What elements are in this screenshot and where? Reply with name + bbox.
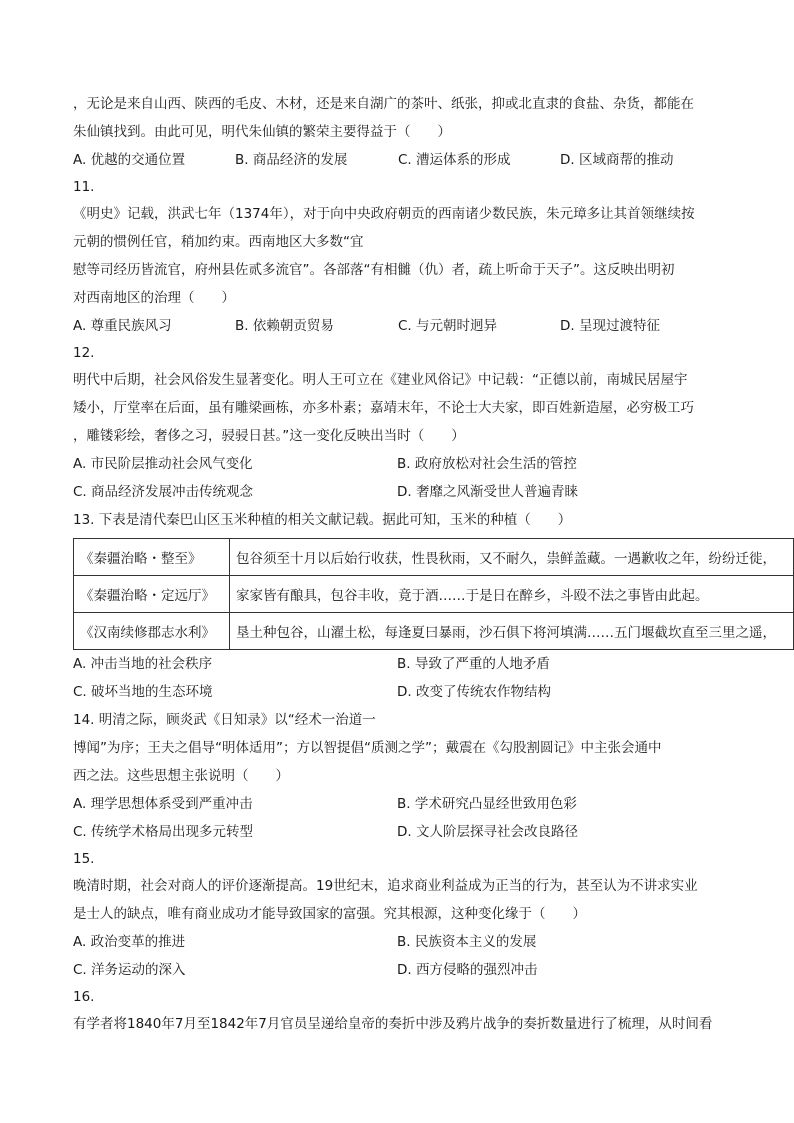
option-c: C. 破坏当地的生态环境 — [73, 684, 213, 700]
option-a: A. 冲击当地的社会秩序 — [73, 656, 213, 672]
table-row — [74, 613, 794, 650]
options-row — [73, 818, 794, 846]
option-b: B. 依赖朝贡贸易 — [235, 318, 334, 334]
option-b: B. 导致了严重的人地矛盾 — [397, 656, 550, 672]
options-row — [73, 790, 794, 818]
options-row — [73, 450, 794, 478]
option-c: C. 洋务运动的深入 — [73, 962, 186, 978]
option-b: B. 民族资本主义的发展 — [397, 934, 537, 950]
options-row — [73, 956, 794, 984]
question-text-line: 14. 明清之际，顾炎武《日知录》以“经术一治道一 — [73, 712, 376, 728]
question-text-line: 对西南地区的治理（ ） — [73, 290, 235, 306]
option-a: A. 理学思想体系受到严重冲击 — [73, 796, 253, 812]
question-12 — [73, 340, 794, 506]
question-text-line: 《明史》记载，洪武七年（1374年），对于向中央政府朝贡的西南诸少数民族，朱元璋多让其首领继续按 — [73, 206, 695, 222]
table-cell-source: 《秦疆治略・整至》 — [74, 539, 230, 576]
question-text-line: 博闻”为序；王夫之倡导“明体适用”；方以智提倡“质测之学”；戴震在《勾股割圆记》中主张会通中 — [73, 740, 662, 756]
option-d: D. 区域商帮的推动 — [560, 152, 674, 168]
table-cell-text: 垦土种包谷，山濯土松，每逢夏曰暴雨，沙石俱下将河填满……五门堰截坎直至三里之遥， — [230, 613, 794, 650]
option-a: A. 尊重民族风习 — [73, 318, 172, 334]
question-text-line: 朱仙镇找到。由此可见，明代朱仙镇的繁荣主要得益于（ ） — [73, 124, 451, 140]
table-cell-text: 家家皆有酿具，包谷丰收，竟于酒……于是日在醉乡，斗殴不法之事皆由此起。 — [230, 576, 794, 613]
question-text-line: 明代中后期，社会风俗发生显著变化。明人王可立在《建业风俗记》中记载：“正德以前，南城民居屋宇 — [73, 372, 688, 388]
option-b: B. 学术研究凸显经世致用色彩 — [397, 796, 577, 812]
question-text-line: 慰等司经历皆流官，府州县佐贰多流官”。各部落“有相雠（仇）者，疏上听命于天子”。这反映出明初 — [73, 262, 675, 278]
option-a: A. 市民阶层推动社会风气变化 — [73, 456, 253, 472]
options-row — [73, 678, 794, 706]
question-text-line: 是士人的缺点，唯有商业成功才能导致国家的富强。究其根源，这种变化缘于（ ） — [73, 906, 586, 922]
table-row — [74, 539, 794, 576]
question-number: 12. — [73, 345, 95, 361]
question-number: 16. — [73, 989, 95, 1005]
question-stem: 13. 下表是清代秦巴山区玉米种植的相关文献记载。据此可知，玉米的种植（ ） — [73, 512, 572, 528]
options-row — [73, 650, 794, 678]
table-cell-source: 《汉南续修郡志水利》 — [74, 613, 230, 650]
question-15 — [73, 846, 794, 984]
option-d: D. 呈现过渡特征 — [560, 318, 660, 334]
question-text-line: 西之法。这些思想主张说明（ ） — [73, 768, 289, 784]
question-16 — [73, 984, 794, 1038]
option-d: D. 改变了传统农作物结构 — [397, 684, 551, 700]
question-text-line: 矮小，厅堂率在后面，虽有雕梁画栋，亦多朴素；嘉靖末年，不论士大夫家，即百姓新造屋，必穷极工巧 — [73, 400, 694, 416]
option-c: C. 漕运体系的形成 — [398, 152, 511, 168]
table-cell-source: 《秦疆治略・定远厅》 — [74, 576, 230, 613]
option-b: B. 商品经济的发展 — [235, 152, 348, 168]
question-text-line: 晚清时期，社会对商人的评价逐渐提高。19世纪末，追求商业利益成为正当的行为，甚至认为不讲求实业 — [73, 878, 698, 894]
question-text-line: ，雕镂彩绘，奢侈之习，骎骎日甚。”这一变化反映出当时（ ） — [73, 428, 465, 444]
option-a: A. 优越的交通位置 — [73, 152, 186, 168]
source-table — [73, 538, 794, 650]
option-c: C. 与元朝时迥异 — [398, 318, 498, 334]
question-11 — [73, 174, 794, 340]
option-c: C. 传统学术格局出现多元转型 — [73, 824, 254, 840]
question-text-line: ，无论是来自山西、陕西的毛皮、木材，还是来自湖广的茶叶、纸张，抑或北直隶的食盐、杂货，都能在 — [73, 96, 694, 112]
options-row — [73, 312, 794, 340]
question-text-line: 有学者将1840年7月至1842年7月官员呈递给皇帝的奏折中涉及鸦片战争的奏折数量进行了梳理，从时间看 — [73, 1016, 713, 1032]
table-cell-text: 包谷须至十月以后始行收获，性畏秋雨，又不耐久，祟鲜盖藏。一遇歉收之年，纷纷迁徙， — [230, 539, 794, 576]
question-number: 15. — [73, 851, 95, 867]
option-b: B. 政府放松对社会生活的管控 — [397, 456, 577, 472]
question-14 — [73, 706, 794, 846]
option-d: D. 奢靡之风渐受世人普遍青睐 — [397, 484, 578, 500]
table-row — [74, 576, 794, 613]
option-a: A. 政治变革的推进 — [73, 934, 186, 950]
question-13 — [73, 506, 794, 706]
options-row — [73, 478, 794, 506]
option-d: D. 文人阶层探寻社会改良路径 — [397, 824, 578, 840]
question-10-tail — [73, 90, 794, 174]
options-row — [73, 928, 794, 956]
question-number: 11. — [73, 179, 95, 195]
question-text-line: 元朝的惯例任官，稍加约束。西南地区大多数“宜 — [73, 234, 364, 250]
exam-page — [73, 90, 794, 1038]
options-row — [73, 146, 794, 174]
option-d: D. 西方侵略的强烈冲击 — [397, 962, 538, 978]
option-c: C. 商品经济发展冲击传统观念 — [73, 484, 254, 500]
